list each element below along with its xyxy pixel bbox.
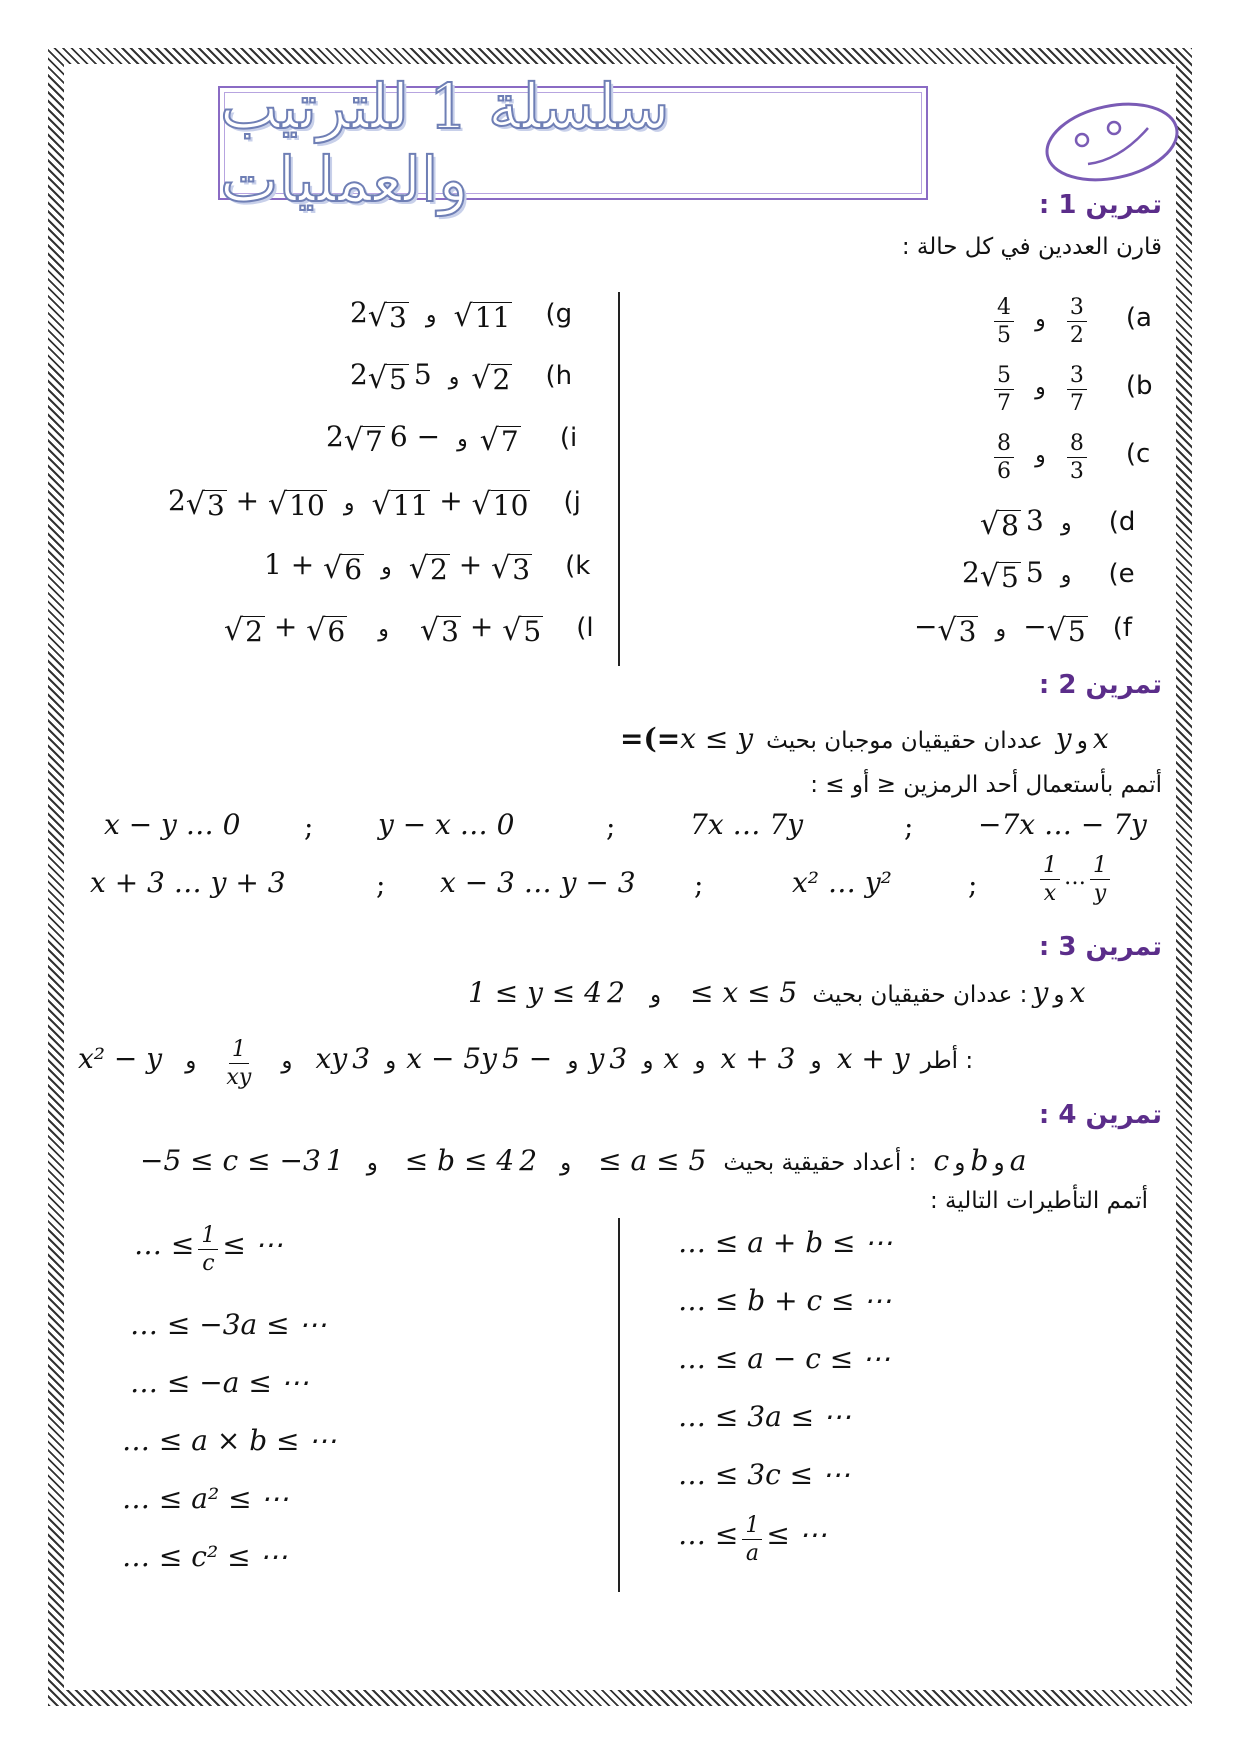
separator: ; — [376, 868, 386, 901]
ex3-line2: x² − y و $\frac{1}{xy}$ و xy و 3x − 5y و − 5y و 3x و x + 3 و x + y أطر : — [78, 1037, 974, 1091]
ex1-item-l: √ 2 + √ 6 و √ 3 + √ 5 (l — [224, 610, 594, 649]
ex4-line1: −5 ≤ c ≤ −3 و 1 ≤ b ≤ 4 و 2 ≤ a ≤ 5 أعداد حقيقية بحيث : c و b و a — [140, 1144, 1027, 1177]
sqrt: √ 8 — [980, 507, 1019, 543]
ex1-item-g: 2 √ 3 و √ 11 (g — [350, 296, 573, 335]
ex2-expr: x + 3 … y + 3 — [90, 866, 286, 899]
ex1-item-i: 2 √ 7 و − 6 √ 7 (i — [326, 420, 578, 459]
ex4-frame-item: … ≤ b + c ≤ ⋯ — [678, 1284, 892, 1317]
ex4-divider — [618, 1218, 620, 1592]
ex1-item-d: √ 8 و 3 (d — [980, 504, 1136, 543]
separator: ; — [304, 810, 314, 843]
ex2-expr: x² … y² — [792, 866, 892, 899]
smiley-icon — [1040, 98, 1190, 188]
ex2-instruction: أتمم بأستعمال أحد الرمزين ≤ أو ≥ : — [810, 772, 1162, 798]
ex4-frame-item: … ≤ c² ≤ ⋯ — [122, 1540, 288, 1573]
connector: و — [1060, 511, 1072, 536]
ex2-expr-reciprocal: $\frac{1}{x}$ … $\frac{1}{y}$ — [1036, 854, 1114, 905]
label: (d — [1108, 507, 1136, 537]
ex1-item-h: 2 √ 5 و 5 √ 2 (h — [350, 358, 573, 397]
ex1-title: تمرين 1 : — [1038, 190, 1162, 220]
ex2-line1: =(=x ≤ y عددان حقيقيان موجبان بحيث y و x — [620, 722, 1109, 755]
ex3-line1: 1 ≤ y ≤ 4 و 2 ≤ x ≤ 5 عددان حقيقيان بحيث : y و x — [468, 976, 1086, 1009]
ex4-frame-item: … ≤ 3c ≤ ⋯ — [678, 1458, 851, 1491]
ex4-frame-item: … ≤ a − c ≤ ⋯ — [678, 1342, 891, 1375]
ex4-title: تمرين 4 : — [1038, 1100, 1162, 1130]
ex4-frame-item: … ≤ −3a ≤ ⋯ — [130, 1308, 327, 1341]
ex1-item-f: − √ 3 و − √ 5 (f — [914, 610, 1133, 649]
label: (e — [1108, 559, 1135, 589]
ex2-expr: −7x … − 7y — [978, 808, 1147, 841]
fraction: $\frac{4}{5}$ — [994, 296, 1014, 347]
ex1-divider — [618, 292, 620, 666]
sqrt: √ 3 — [937, 613, 977, 649]
label: (b — [1125, 371, 1153, 402]
ex1-item-c — [990, 432, 1150, 483]
ex2-expr: 7x … 7y — [690, 808, 804, 841]
label: (c — [1125, 439, 1151, 470]
ex2-expr: y − x … 0 — [378, 808, 515, 841]
ex1-item-b — [990, 364, 1153, 415]
ex4-frame-item-reciprocal-a: … ≤ $\frac{1}{a}$ ≤ ⋯ — [678, 1513, 827, 1567]
separator: ; — [694, 868, 704, 901]
ex1-instruction: قارن العددين في كل حالة : — [901, 234, 1162, 260]
page-title: سلسلة 1 للترتيب والعمليات — [220, 70, 670, 216]
connector: و — [1035, 443, 1046, 469]
separator: ; — [968, 868, 978, 901]
fraction: $\frac{8}{6}$ — [994, 432, 1014, 483]
title-box — [218, 70, 928, 216]
fraction: $\frac{3}{7}$ — [1067, 364, 1087, 415]
sqrt: √ 5 — [1046, 613, 1086, 649]
ex2-title: تمرين 2 : — [1038, 670, 1162, 700]
ex4-frame-item: … ≤ a × b ≤ ⋯ — [122, 1424, 337, 1457]
connector: و — [1035, 375, 1046, 401]
separator: ; — [606, 810, 616, 843]
fraction: $\frac{3}{2}$ — [1067, 296, 1087, 347]
ex1-item-j: 2 √ 3 + √ 10 و √ 11 + √ 10 (j — [168, 484, 581, 523]
ex2-expr: x − y … 0 — [104, 808, 241, 841]
ex4-frame-item-reciprocal-c: … ≤ $\frac{1}{c}$ ≤ ⋯ — [134, 1223, 283, 1277]
ex1-item-e: 2 √ 5 و 5 (e — [962, 556, 1135, 595]
ex1-item-k: 1 + √ 6 و √ 2 + √ 3 (k — [264, 548, 591, 587]
label: (f — [1112, 613, 1133, 643]
label: (a — [1125, 303, 1152, 334]
ex2-expr: x − 3 … y − 3 — [440, 866, 636, 899]
ex4-frame-item: … ≤ a + b ≤ ⋯ — [678, 1226, 893, 1259]
connector: و — [1035, 307, 1046, 333]
fraction: $\frac{5}{7}$ — [994, 364, 1014, 415]
ex4-frame-item: … ≤ 3a ≤ ⋯ — [678, 1400, 852, 1433]
separator: ; — [904, 810, 914, 843]
ex4-instruction: أتمم التأطيرات التالية : — [929, 1188, 1148, 1214]
ex3-title: تمرين 3 : — [1038, 932, 1162, 962]
fraction: $\frac{8}{3}$ — [1067, 432, 1087, 483]
connector: و — [995, 617, 1007, 642]
connector: و — [1060, 563, 1072, 588]
ex4-frame-item: … ≤ a² ≤ ⋯ — [122, 1482, 289, 1515]
sqrt: √ 5 — [979, 559, 1019, 595]
ex4-frame-item: … ≤ −a ≤ ⋯ — [130, 1366, 309, 1399]
ex1-item-a — [990, 296, 1152, 347]
